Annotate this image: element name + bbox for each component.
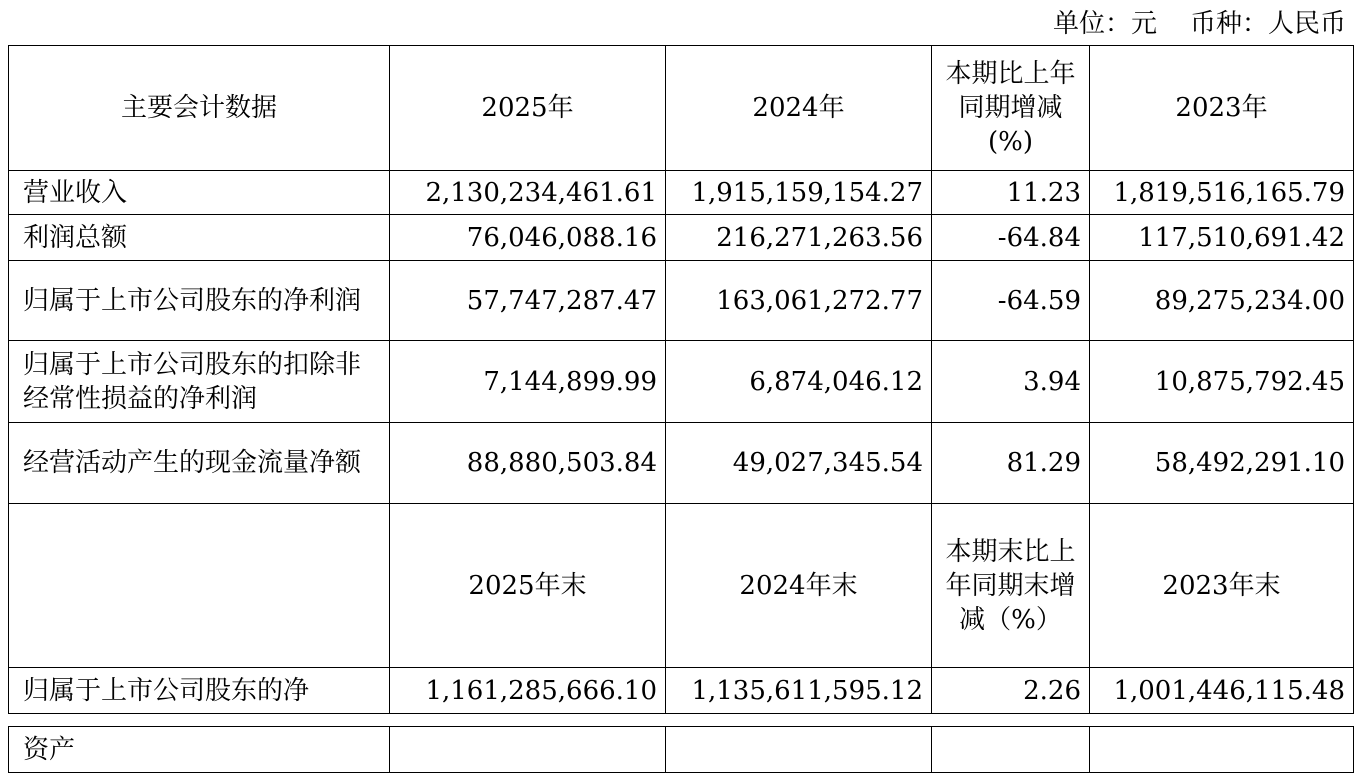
table-row (9, 171, 1354, 215)
cell-2023: 1,819,516,165.79 (1090, 171, 1354, 215)
header-2024: 2024年 (666, 46, 932, 171)
unit-currency-note: 单位：元 币种：人民币 (1052, 9, 1346, 39)
table-row (9, 668, 1354, 714)
cell-2023 (1090, 727, 1354, 773)
cell-2023: 10,875,792.45 (1090, 341, 1354, 423)
cell-change: 81.29 (932, 423, 1090, 504)
cell-change: -64.84 (932, 215, 1090, 261)
table-row (9, 215, 1354, 261)
cell-change: 11.23 (932, 171, 1090, 215)
cell-2024: 49,027,345.54 (666, 423, 932, 504)
cell-2024 (666, 727, 932, 773)
header-2025: 2025年 (390, 46, 666, 171)
cell-2025: 7,144,899.99 (390, 341, 666, 423)
table-row (9, 727, 1354, 773)
row-label: 归属于上市公司股东的扣除非经常性损益的净利润 (9, 341, 390, 423)
cell-2024: 163,061,272.77 (666, 261, 932, 341)
cell-2023: 117,510,691.42 (1090, 215, 1354, 261)
cell-2023: 58,492,291.10 (1090, 423, 1354, 504)
cell-2024: 216,271,263.56 (666, 215, 932, 261)
cell-2025: 88,880,503.84 (390, 423, 666, 504)
table-header-row (9, 46, 1354, 171)
subheader-2023-end: 2023年末 (1090, 504, 1354, 668)
key-accounting-data-table (8, 45, 1354, 714)
header-2023: 2023年 (1090, 46, 1354, 171)
cell-2025: 57,747,287.47 (390, 261, 666, 341)
table-row (9, 341, 1354, 423)
cell-change (932, 727, 1090, 773)
subheader-change: 本期末比上年同期末增减（%） (932, 504, 1090, 668)
row-label: 经营活动产生的现金流量净额 (9, 423, 390, 504)
row-label: 归属于上市公司股东的净 (9, 668, 390, 714)
cell-2023: 1,001,446,115.48 (1090, 668, 1354, 714)
row-label: 资产 (9, 727, 390, 773)
subheader-label (9, 504, 390, 668)
cell-2025: 1,161,285,666.10 (390, 668, 666, 714)
continued-table (8, 726, 1354, 773)
cell-change: -64.59 (932, 261, 1090, 341)
cell-2025 (390, 727, 666, 773)
cell-2024: 1,915,159,154.27 (666, 171, 932, 215)
cell-change: 2.26 (932, 668, 1090, 714)
row-label: 归属于上市公司股东的净利润 (9, 261, 390, 341)
cell-2024: 1,135,611,595.12 (666, 668, 932, 714)
cell-2025: 76,046,088.16 (390, 215, 666, 261)
cell-2023: 89,275,234.00 (1090, 261, 1354, 341)
cell-change: 3.94 (932, 341, 1090, 423)
table-subheader-row (9, 504, 1354, 668)
table-row (9, 261, 1354, 341)
subheader-2024-end: 2024年末 (666, 504, 932, 668)
cell-2025: 2,130,234,461.61 (390, 171, 666, 215)
row-label: 利润总额 (9, 215, 390, 261)
row-label: 营业收入 (9, 171, 390, 215)
cell-2024: 6,874,046.12 (666, 341, 932, 423)
header-change: 本期比上年同期增减(%) (932, 46, 1090, 171)
table-row (9, 423, 1354, 504)
subheader-2025-end: 2025年末 (390, 504, 666, 668)
header-label: 主要会计数据 (9, 46, 390, 171)
